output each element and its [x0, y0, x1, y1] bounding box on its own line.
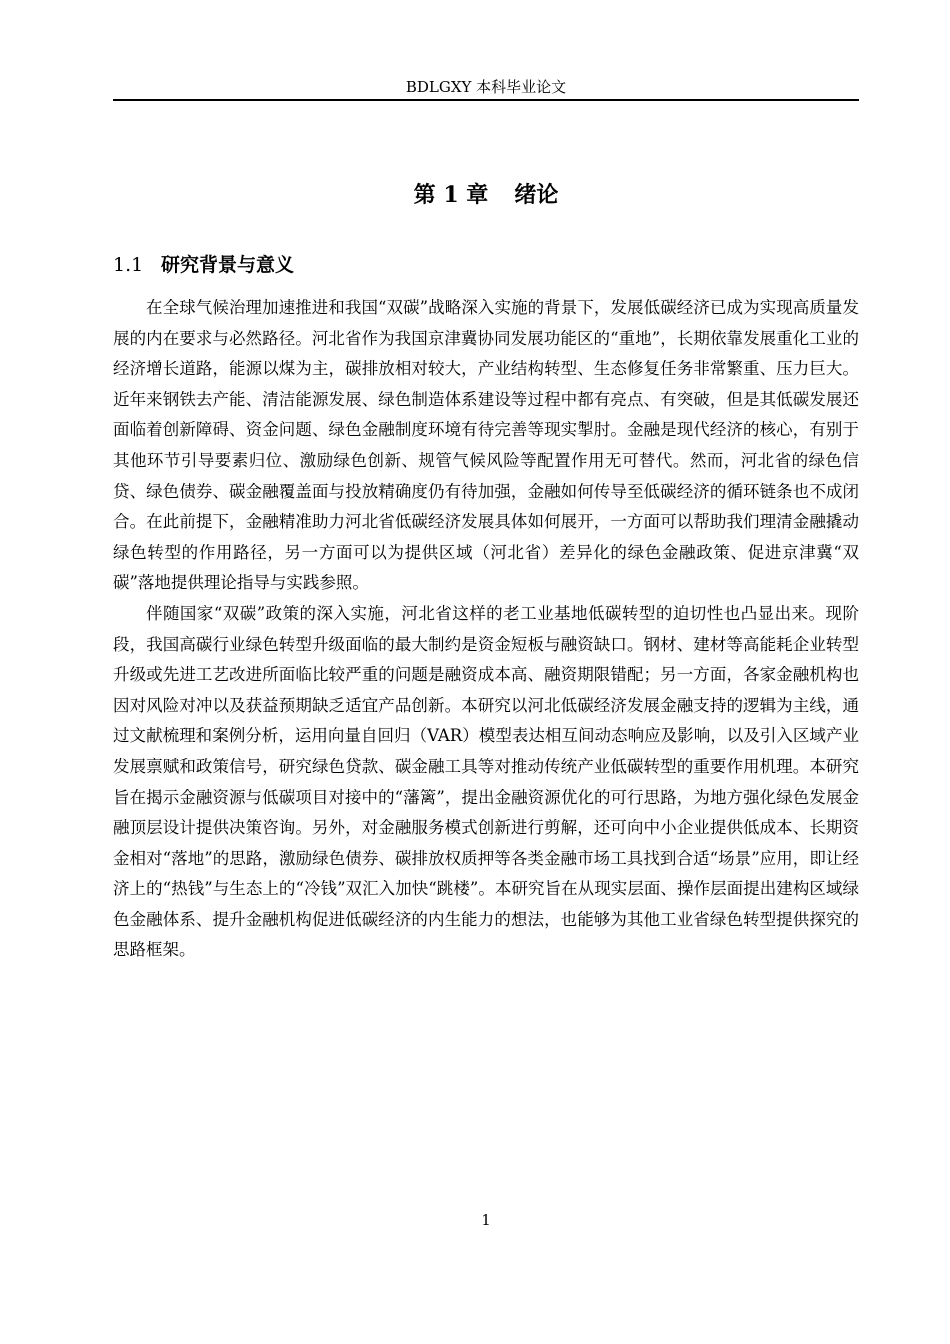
section-number: 1.1	[113, 254, 144, 276]
header-rule	[113, 99, 859, 101]
chapter-title	[113, 181, 859, 209]
section-title: 研究背景与意义	[161, 254, 295, 276]
running-header: BDLGXY 本科毕业论文	[405, 78, 567, 96]
page-number: 1	[481, 1211, 491, 1229]
chapter-name: 绪论	[514, 182, 559, 208]
paragraph: 在全球气候治理加速推进和我国“双碳”战略深入实施的背景下，发展低碳经济已成为实现高质量发展的内在要求与必然路径。河北省作为我国京津冀协同发展功能区的“重地”，长期依靠发展重化工业的经济增长道路，能源以煤为主，碳排放相对较大，产业结构转型、生态修复任务非常繁重、压力巨大。近年来钢铁去产能、清洁能源发展、绿色制造体系建设等过程中都有亮点、有突破，但是其低碳发展还面临着创新障碍、资金问题、绿色金融制度环境有待完善等现实掣肘。金融是现代经济的核心，有别于其他环节引导要素归位、激励绿色创新、规管气候风险等配置作用无可替代。然而，河北省的绿色信贷、绿色债券、碳金融覆盖面与投放精确度仍有待加强，金融如何传导至低碳经济的循环链条也不成闭合。在此前提下，金融精准助力河北省低碳经济发展具体如何展开，一方面可以帮助我们理清金融撬动绿色转型的作用路径，另一方面可以为提供区域（河北省）差异化的绿色金融政策、促进京津冀“双碳”落地提供理论指导与实践参照。	[113, 298, 859, 593]
paragraph: 伴随国家“双碳”政策的深入实施，河北省这样的老工业基地低碳转型的迫切性也凸显出来。现阶段，我国高碳行业绿色转型升级面临的最大制约是资金短板与融资缺口。钢材、建材等高能耗企业转型升级或先进工艺改进所面临比较严重的问题是融资成本高、融资期限错配；另一方面，各家金融机构也因对风险对冲以及获益预期缺乏适宜产品创新。本研究以河北低碳经济发展金融支持的逻辑为主线，通过文献梳理和案例分析，运用向量自回归（VAR）模型表达相互间动态响应及影响，以及引入区域产业发展禀赋和政策信号，研究绿色贷款、碳金融工具等对推动传统产业低碳转型的重要作用机理。本研究旨在揭示金融资源与低碳项目对接中的“藩篱”，提出金融资源优化的可行思路，为地方强化绿色发展金融顶层设计提供决策咨询。另外，对金融服务模式创新进行剪解，还可向中小企业提供低成本、长期资金相对“落地”的思路，激励绿色债券、碳排放权质押等各类金融市场工具找到合适“场景”应用，即让经济上的“热钱”与生态上的“冷钱”双汇入加快“跳楼”。本研究旨在从现实层面、操作层面提出建构区域绿色金融体系、提升金融机构促进低碳经济的内生能力的想法，也能够为其他工业省绿色转型提供探究的思路框架。	[113, 603, 859, 960]
chapter-number: 第 1 章	[413, 182, 489, 208]
section-heading	[113, 252, 859, 278]
body-text	[113, 293, 859, 966]
